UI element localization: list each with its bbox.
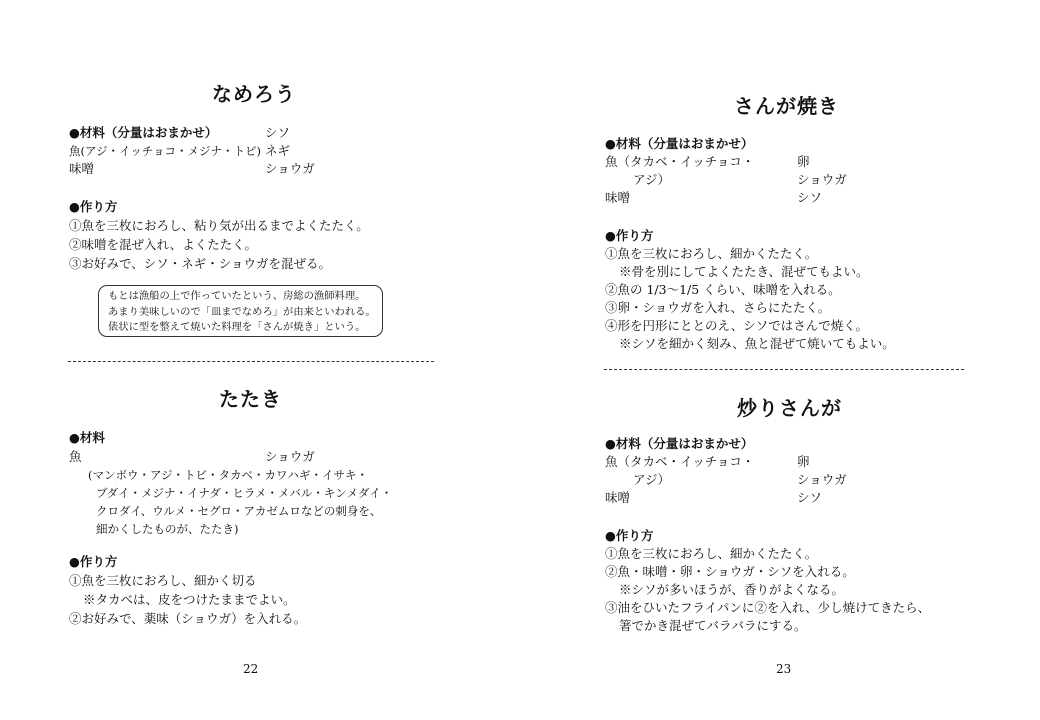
- recipe-title-irisanga: 炒りさんが: [737, 396, 842, 420]
- fish-list-line: (マンボウ・アジ・トビ・タカベ・カワハギ・イサキ・: [88, 468, 369, 482]
- ingredients-heading: ●材料（分量はおまかせ）: [605, 436, 754, 451]
- ingredients-heading: ●材料（分量はおまかせ）: [69, 125, 218, 140]
- method-note: ※タカベは、皮をつけたままでよい。: [83, 592, 296, 607]
- page-number: 23: [776, 662, 792, 676]
- ingredient-item: アジ）: [633, 172, 671, 187]
- ingredients-heading: ●材料: [69, 430, 105, 445]
- ingredient-item: ショウガ: [797, 472, 847, 487]
- ingredient-item: 魚（タカベ・イッチョコ・: [605, 454, 755, 469]
- ingredient-item: アジ）: [633, 472, 671, 487]
- ingredient-item: 味噌: [69, 161, 95, 176]
- ingredient-item: ショウガ: [797, 172, 847, 187]
- ingredients-heading: ●材料（分量はおまかせ）: [605, 136, 754, 151]
- ingredient-item: ネギ: [265, 143, 291, 158]
- page-number: 22: [243, 662, 259, 676]
- method-step: ①魚を三枚におろし、細かくたたく。: [605, 546, 818, 561]
- ingredient-item: シソ: [265, 125, 291, 140]
- fish-list-line: 細かくしたものが、たたき): [96, 522, 239, 536]
- ingredient-item: 卵: [797, 454, 810, 469]
- note-line: もとは漁船の上で作っていたという、房総の漁師料理。: [108, 290, 366, 302]
- info-note-box: [98, 285, 383, 337]
- method-note: ※シソが多いほうが、香りがよくなる。: [619, 582, 845, 597]
- method-step: ①魚を三枚におろし、細かくたたく。: [605, 246, 818, 261]
- method-step: ②魚の 1/3～1/5 くらい、味噌を入れる。: [605, 282, 841, 297]
- ingredient-item: 味噌: [605, 190, 631, 205]
- ingredient-item: 卵: [797, 154, 810, 169]
- ingredient-item: 魚: [69, 449, 82, 464]
- method-step: ③油をひいたフライパンに②を入れ、少し焼けてきたら、: [605, 600, 931, 615]
- ingredient-item: 魚（タカベ・イッチョコ・: [605, 154, 755, 169]
- method-step: ④形を円形にととのえ、シソではさんで焼く。: [605, 318, 869, 333]
- ingredient-item: 味噌: [605, 490, 631, 505]
- ingredient-item: シソ: [797, 190, 823, 205]
- recipe-title-sangayaki: さんが焼き: [734, 94, 839, 118]
- recipe-title-namerou: なめろう: [212, 82, 296, 106]
- note-line: 俵状に型を整えて焼いた料理を「さんが焼き」という。: [108, 321, 366, 333]
- method-step: ③卵・ショウガを入れ、さらにたたく。: [605, 300, 831, 315]
- method-heading: ●作り方: [605, 528, 654, 543]
- method-step: ③お好みで、シソ・ネギ・ショウガを混ぜる。: [69, 256, 332, 271]
- method-heading: ●作り方: [69, 199, 118, 214]
- method-step: ②お好みで、薬味（ショウガ）を入れる。: [69, 611, 307, 626]
- section-divider: [604, 369, 964, 370]
- method-step: 箸でかき混ぜてバラバラにする。: [619, 618, 807, 633]
- method-heading: ●作り方: [69, 554, 118, 569]
- fish-list-line: ブダイ・メジナ・イナダ・ヒラメ・メバル・キンメダイ・: [96, 486, 393, 500]
- recipe-title-tataki: たたき: [219, 387, 282, 411]
- method-step: ②魚・味噌・卵・ショウガ・シソを入れる。: [605, 564, 855, 579]
- method-note: ※シソを細かく刻み、魚と混ぜて焼いてもよい。: [619, 336, 895, 351]
- ingredient-item: ショウガ: [265, 161, 315, 176]
- note-line: あまり美味しいので「皿までなめろ」が由来といわれる。: [108, 305, 376, 318]
- method-heading: ●作り方: [605, 228, 654, 243]
- method-note: ※骨を別にしてよくたたき、混ぜてもよい。: [619, 264, 869, 279]
- method-step: ②味噌を混ぜ入れ、よくたたく。: [69, 237, 258, 252]
- fish-list-line: クロダイ、ウルメ・セグロ・アカゼムロなどの刺身を、: [96, 504, 382, 518]
- ingredient-item: 魚(アジ・イッチョコ・メジナ・トビ): [69, 144, 261, 158]
- method-step: ①魚を三枚におろし、粘り気が出るまでよくたたく。: [69, 218, 369, 233]
- section-divider: [68, 361, 434, 362]
- ingredient-item: ショウガ: [265, 449, 315, 464]
- method-step: ①魚を三枚におろし、細かく切る: [69, 573, 257, 588]
- ingredient-item: シソ: [797, 490, 823, 505]
